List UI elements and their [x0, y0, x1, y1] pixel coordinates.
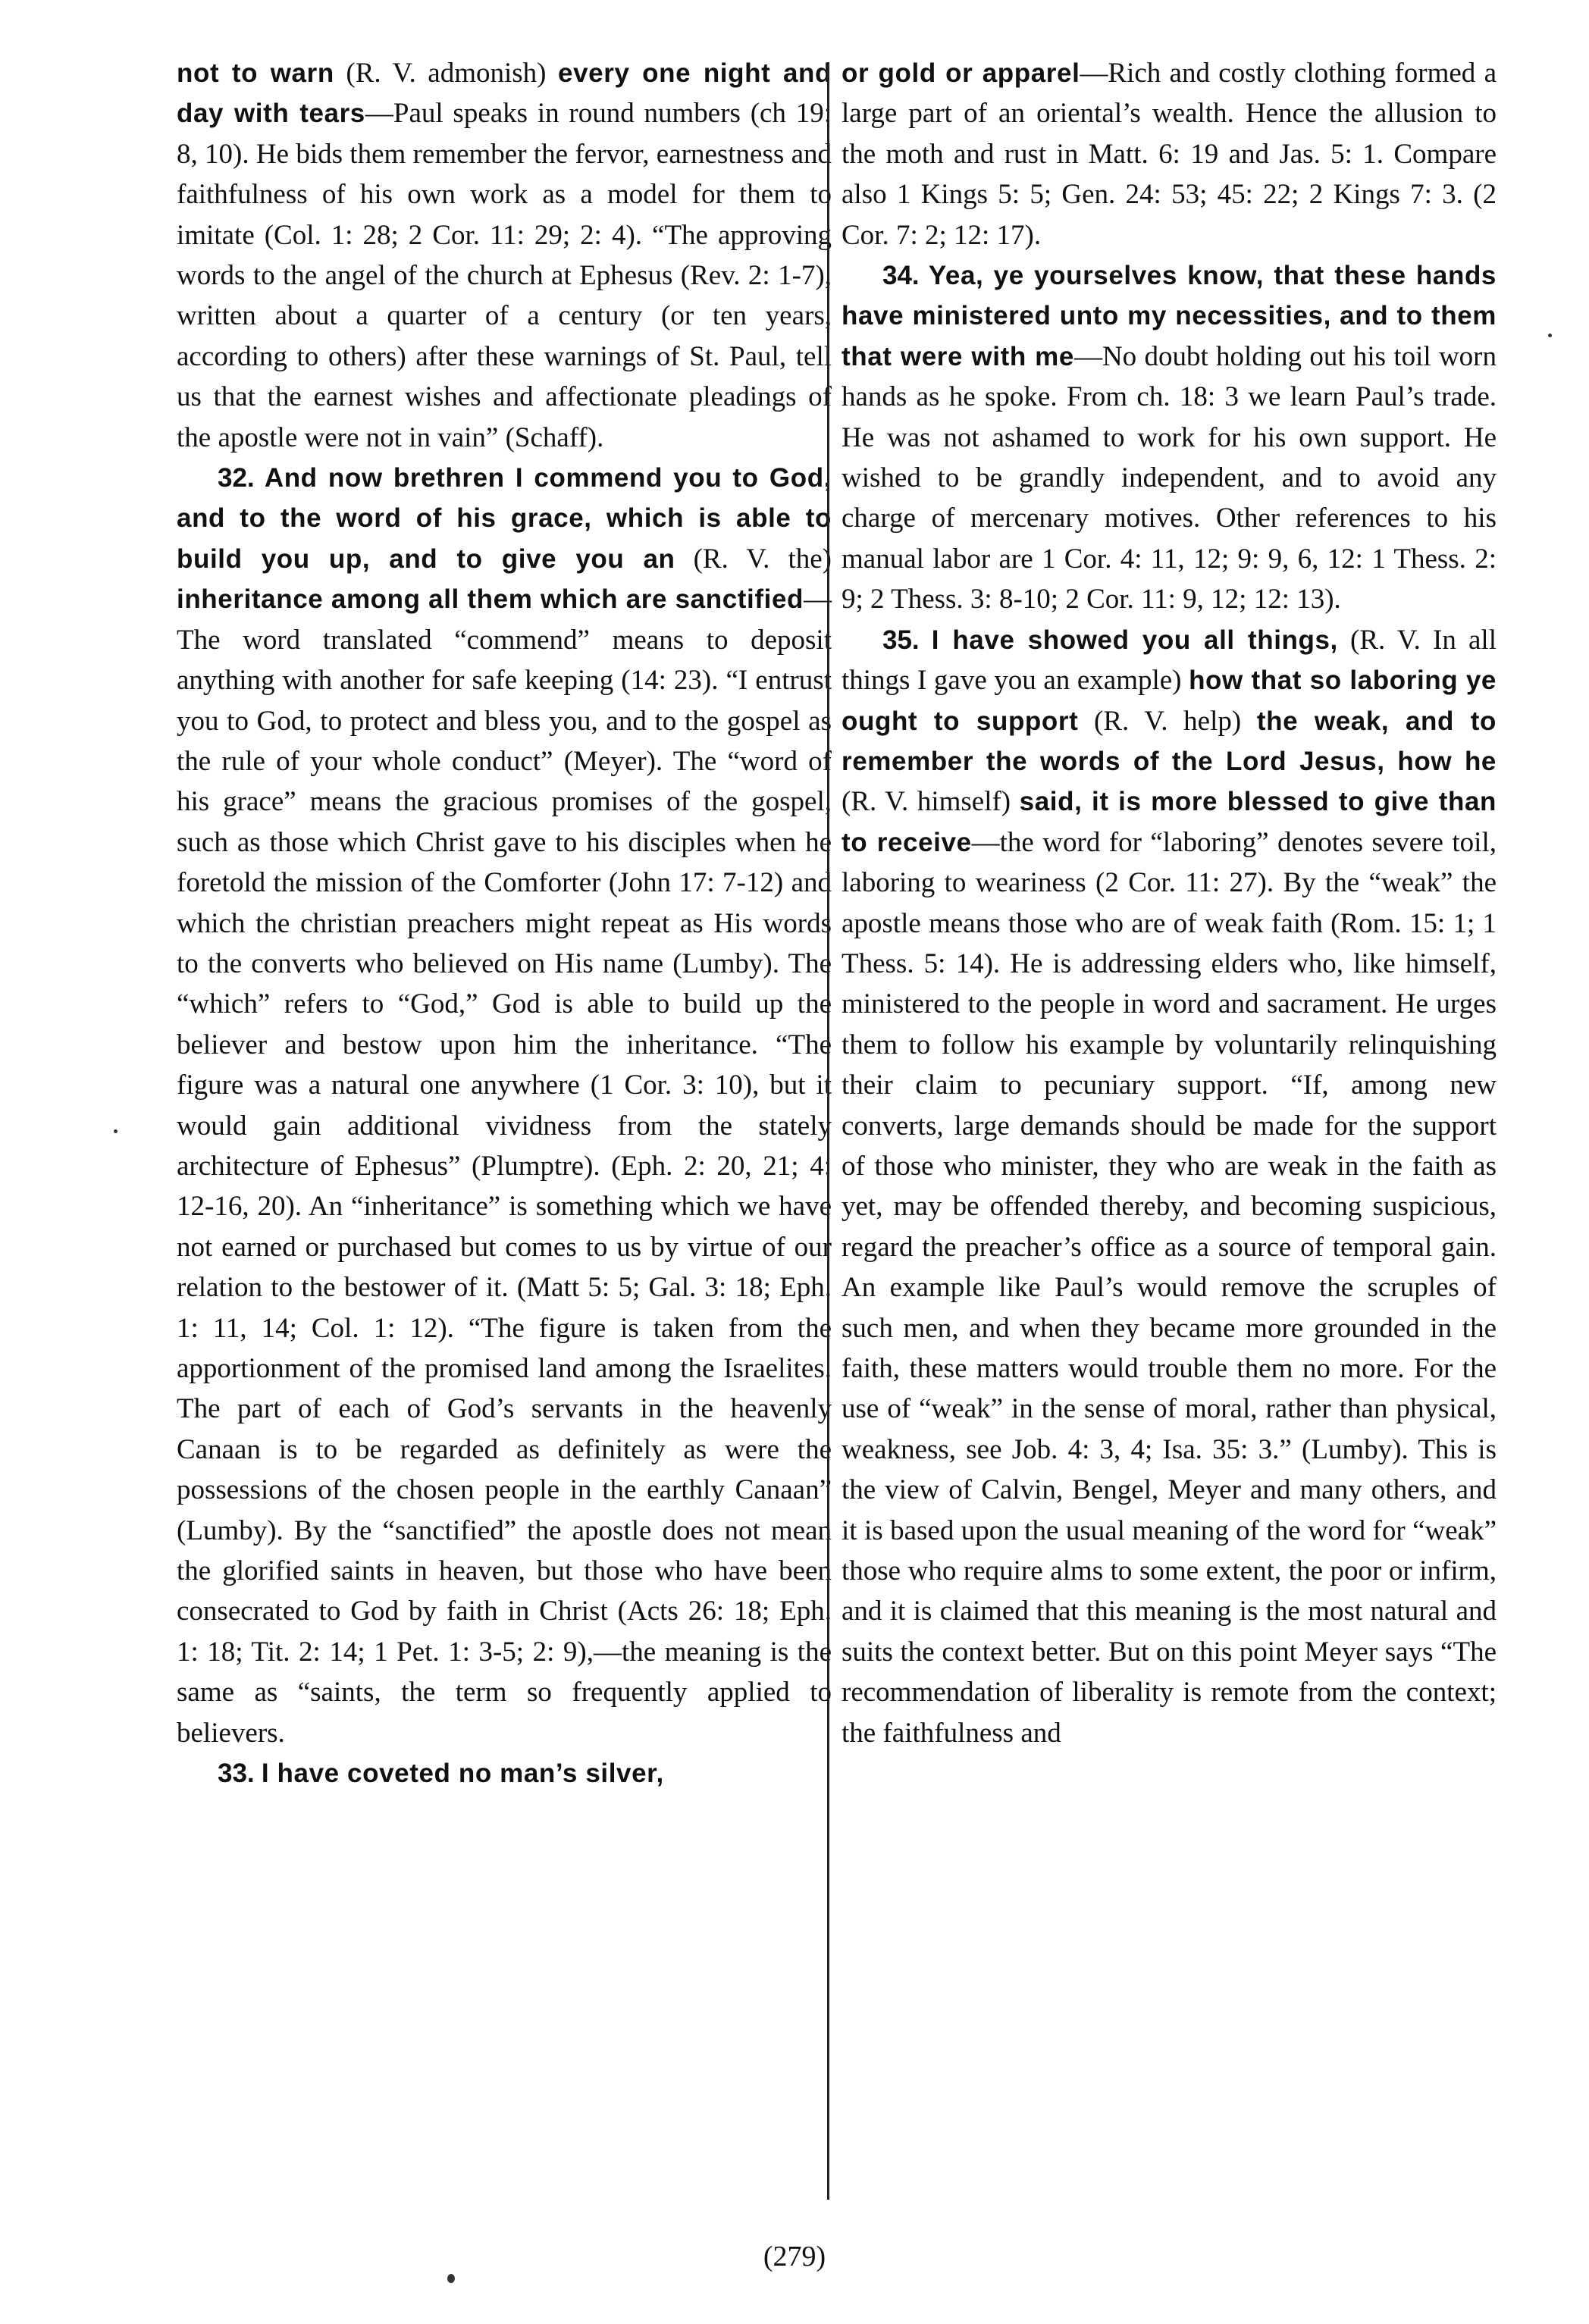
ink-speck — [1548, 334, 1552, 337]
bold-heading: not to warn — [177, 58, 334, 88]
commentary-text: —the word for “laboring” denotes severe toil, laboring to weariness (2 Cor. 11: 27). By the “weak” the apostle means those who are of weak faith (Rom. 15: 1; 1 Thess. 5: 14). He is addressing elders who, like himself, ministered to the people in word and sacrament. He urges them to follow his example by voluntarily relinquishing their claim to pecuniary support. “If, among new converts, large demands should be made for the support of those who minister, they who are weak in the faith as yet, may be offended thereby, and becoming suspicious, regard the preacher’s office as a source of temporal gain. An example like Paul’s would remove the scruples of such men, and when they became more grounded in the faith, these matters would trouble them no more. For the use of “weak” in the sense of moral, rather than physical, weakness, see Job. 4: 3, 4; Isa. 35: 3.” (Lumby). This is the view of Calvin, Bengel, Meyer and many others, and it is based upon the usual meaning of the word for “weak” those who require alms to some extent, the poor or infirm, and it is claimed that this meaning is the most natural and suits the context better. But on this point Meyer says “The recommendation of liberality is remote from the context; the faithfulness and — [842, 826, 1497, 1749]
revised-version-note: (R. V. himself) — [842, 786, 1020, 818]
revised-version-note: (R. V. admonish) — [334, 58, 559, 89]
column-divider — [827, 62, 829, 2200]
verse-number: 35. — [882, 625, 920, 655]
bold-heading: I have coveted no man’s silver, — [261, 1759, 664, 1789]
paragraph-35 — [842, 620, 1497, 1753]
bold-heading: how that so laboring ye ought to support — [842, 666, 1497, 736]
page-number: (279) — [763, 2241, 826, 2272]
bold-heading: the weak, and to remember the words of the Lord Jesus, how he — [842, 706, 1497, 776]
verse-number: 34. — [882, 261, 920, 291]
verse-number: 32. — [218, 463, 255, 493]
bold-heading: I have showed you all things, — [931, 625, 1338, 655]
revised-version-note: (R. V. In all things I gave you an example) — [842, 624, 1497, 697]
revised-version-note: (R. V. help) — [1078, 705, 1257, 737]
ink-speck — [114, 1129, 118, 1133]
bold-heading: Yea, ye yourselves know, that these hands have ministered unto my necessities, and to them that were with me — [842, 261, 1497, 371]
left-column — [177, 53, 832, 1793]
commentary-text: —Paul speaks in round numbers (ch 19: 8, 10). He bids them remember the fervor, earnestness and faithfulness of his own work as a model for them to imitate (Col. 1: 28; 2 Cor. 11: 29; 2: 4). “The approving words to the angel of the church at Ephesus (Rev. 2: 1-7), written about a quarter of a century (or ten years, according to others) after these warnings of St. Paul, tell us that the earnest wishes and affectionate pleadings of the apostle were not in vain” (Schaff). — [177, 98, 832, 453]
paragraph-31-continued — [177, 53, 832, 458]
revised-version-note: (R. V. the) — [675, 543, 832, 575]
verse-number: 33. — [218, 1759, 255, 1789]
paragraph-33 — [177, 1753, 832, 1793]
paragraph-32 — [177, 458, 832, 1753]
bold-heading: every one night and day with tears — [177, 58, 832, 129]
right-column — [842, 53, 1497, 1753]
bold-heading: said, it is more blessed to give than to receive — [842, 787, 1497, 857]
bold-heading: inheritance among all them which are sanctified — [177, 584, 804, 615]
bold-heading: or gold or apparel — [842, 58, 1080, 88]
commentary-text: —The word translated “commend” means to deposit anything with another for safe keeping (14: 23). “I entrust you to God, to protect and bless you, and to the gospel as the rule of your whole conduct” (Meyer). The “word of his grace” means the gracious promises of the gospel, such as those which Christ gave to his disciples when he foretold the mission of the Comforter (John 17: 7-12) and which the christian preachers might repeat as His words to the converts who believed on His name (Lumby). The “which” refers to “God,” God is able to build up the believer and bestow upon him the inheritance. “The figure was a natural one anywhere (1 Cor. 3: 10), but it would gain additional vividness from the stately architecture of Ephesus” (Plumptre). (Eph. 2: 20, 21; 4: 12-16, 20). An “inheritance” is something which we have not earned or purchased but comes to us by virtue of our relation to the bestower of it. (Matt 5: 5; Gal. 3: 18; Eph. 1: 11, 14; Col. 1: 12). “The figure is taken from the apportionment of the promised land among the Israelites. The part of each of God’s servants in the heavenly Canaan is to be regarded as definitely as were the possessions of the chosen people in the earthly Canaan” (Lumby). By the “sanctified” the apostle does not mean the glorified saints in heaven, but those who have been consecrated to God by faith in Christ (Acts 26: 18; Eph. 1: 18; Tit. 2: 14; 1 Pet. 1: 3-5; 2: 9),—the meaning is the same as “saints, the term so frequently applied to believers. — [177, 584, 832, 1749]
ink-speck — [447, 2274, 455, 2283]
commentary-text: —No doubt holding out his toil worn hands as he spoke. From ch. 18: 3 we learn Paul’s trade. He was not ashamed to work for his own support. He wished to be grandly independent, and to avoid any charge of mercenary motives. Other references to his manual labor are 1 Cor. 4: 11, 12; 9: 9, 6, 12: 1 Thess. 2: 9; 2 Thess. 3: 8-10; 2 Cor. 11: 9, 12; 12: 13). — [842, 340, 1497, 615]
paragraph-34 — [842, 255, 1497, 620]
commentary-text: —Rich and costly clothing formed a large part of an oriental’s wealth. Hence the allusion to the moth and rust in Matt. 6: 19 and Jas. 5: 1. Compare also 1 Kings 5: 5; Gen. 24: 53; 45: 22; 2 Kings 7: 3. (2 Cor. 7: 2; 12: 17). — [842, 58, 1497, 251]
bold-heading: And now brethren I commend you to God, and to the word of his grace, which is able to build you up, and to give you an — [177, 463, 832, 574]
paragraph-33-continued — [842, 53, 1497, 255]
